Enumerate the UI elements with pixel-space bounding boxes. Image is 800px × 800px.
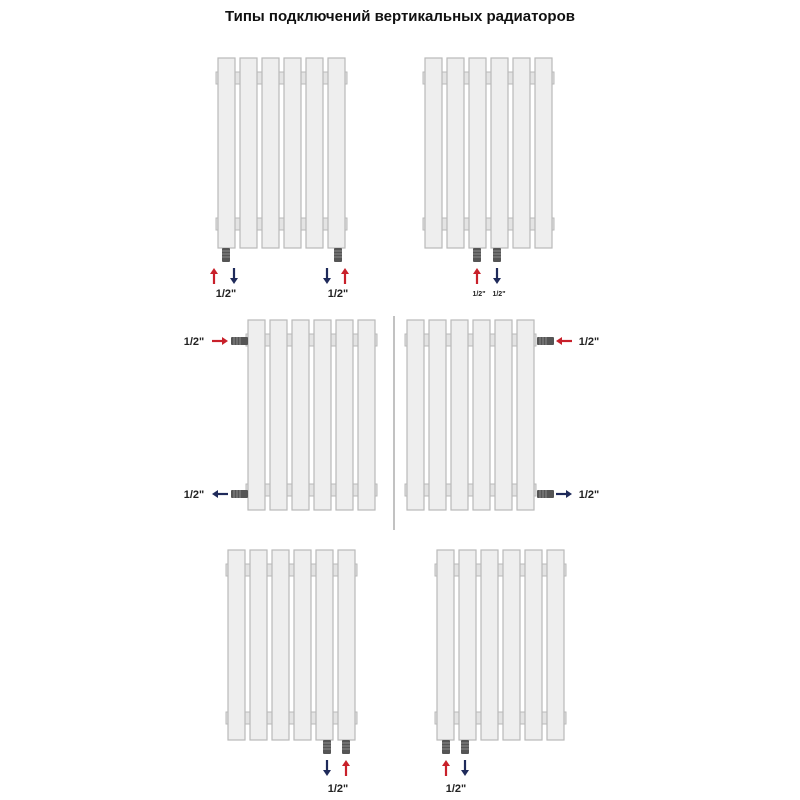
radiator-tube xyxy=(469,58,486,248)
radiator-tube xyxy=(218,58,235,248)
radiator-tube xyxy=(429,320,446,510)
size-label: 1/2" xyxy=(445,783,467,795)
supply-arrow-icon xyxy=(210,268,218,274)
radiator-collector-top xyxy=(405,334,536,346)
return-arrow-icon xyxy=(212,490,218,498)
radiator-tube xyxy=(407,320,424,510)
diagram-bottom-right xyxy=(226,550,357,795)
radiator-tube xyxy=(451,320,468,510)
diagram-bottom-center xyxy=(423,58,554,298)
valve-icon xyxy=(334,248,342,262)
valve-icon xyxy=(537,490,554,498)
radiator-collector-top xyxy=(246,334,377,346)
size-label: 1/2" xyxy=(183,489,205,501)
radiator-tube xyxy=(513,58,530,248)
valve-icon xyxy=(442,740,450,754)
diagram-side-right xyxy=(405,320,599,510)
size-label: 1/2" xyxy=(183,336,205,348)
size-label: 1/2" xyxy=(578,489,600,501)
radiator-tube xyxy=(314,320,331,510)
supply-arrow-icon xyxy=(341,268,349,274)
radiator-tube xyxy=(270,320,287,510)
radiator-tube xyxy=(316,550,333,740)
radiator-tube xyxy=(425,58,442,248)
radiator-tube xyxy=(250,550,267,740)
radiator-tube xyxy=(228,550,245,740)
size-label: 1/2" xyxy=(472,291,486,298)
supply-arrow-icon xyxy=(442,760,450,766)
valve-icon xyxy=(323,740,331,754)
supply-arrow-icon xyxy=(556,337,562,345)
radiator-tube xyxy=(240,58,257,248)
valve-icon xyxy=(342,740,350,754)
size-label: 1/2" xyxy=(492,291,506,298)
radiator-tube xyxy=(358,320,375,510)
radiator-tube xyxy=(473,320,490,510)
valve-icon xyxy=(473,248,481,262)
return-arrow-icon xyxy=(230,278,238,284)
size-label: 1/2" xyxy=(327,783,349,795)
radiator-tube xyxy=(547,550,564,740)
radiator-tube xyxy=(248,320,265,510)
valve-icon xyxy=(537,337,554,345)
radiator-tube xyxy=(306,58,323,248)
size-label: 1/2" xyxy=(578,336,600,348)
valve-icon xyxy=(461,740,469,754)
radiator-collector-bottom xyxy=(435,712,566,724)
return-arrow-icon xyxy=(566,490,572,498)
radiator-tube xyxy=(338,550,355,740)
radiator-collector-top xyxy=(226,564,357,576)
valve-icon xyxy=(222,248,230,262)
radiator-tube xyxy=(262,58,279,248)
supply-arrow-icon xyxy=(473,268,481,274)
return-arrow-icon xyxy=(493,278,501,284)
radiator-tube xyxy=(491,58,508,248)
supply-arrow-icon xyxy=(222,337,228,345)
radiator-tube xyxy=(535,58,552,248)
return-arrow-icon xyxy=(461,770,469,776)
radiator-collector-top xyxy=(216,72,347,84)
diagram-bottom-both-sides xyxy=(210,58,349,300)
radiator-collector-top xyxy=(435,564,566,576)
supply-arrow-icon xyxy=(342,760,350,766)
radiator-tube xyxy=(328,58,345,248)
radiator-tube xyxy=(294,550,311,740)
radiator-collector-bottom xyxy=(405,484,536,496)
radiator-tube xyxy=(495,320,512,510)
radiator-tube xyxy=(447,58,464,248)
size-label: 1/2" xyxy=(327,288,349,300)
size-label: 1/2" xyxy=(215,288,237,300)
radiator-collector-bottom xyxy=(423,218,554,230)
valve-icon xyxy=(493,248,501,262)
radiator-tube xyxy=(481,550,498,740)
page-title: Типы подключений вертикальных радиаторов xyxy=(225,8,575,25)
radiator-collector-bottom xyxy=(226,712,357,724)
valve-icon xyxy=(231,337,248,345)
radiator-tube xyxy=(437,550,454,740)
radiator-tube xyxy=(525,550,542,740)
radiator-tube xyxy=(459,550,476,740)
radiator-tube xyxy=(284,58,301,248)
radiator-collector-bottom xyxy=(246,484,377,496)
valve-icon xyxy=(231,490,248,498)
return-arrow-icon xyxy=(323,770,331,776)
radiator-tube xyxy=(503,550,520,740)
return-arrow-icon xyxy=(323,278,331,284)
diagram-bottom-left xyxy=(435,550,566,795)
radiator-collector-top xyxy=(423,72,554,84)
radiator-tube xyxy=(272,550,289,740)
radiator-tube xyxy=(517,320,534,510)
diagram-side-left xyxy=(184,320,377,510)
radiator-collector-bottom xyxy=(216,218,347,230)
radiator-tube xyxy=(336,320,353,510)
radiator-tube xyxy=(292,320,309,510)
